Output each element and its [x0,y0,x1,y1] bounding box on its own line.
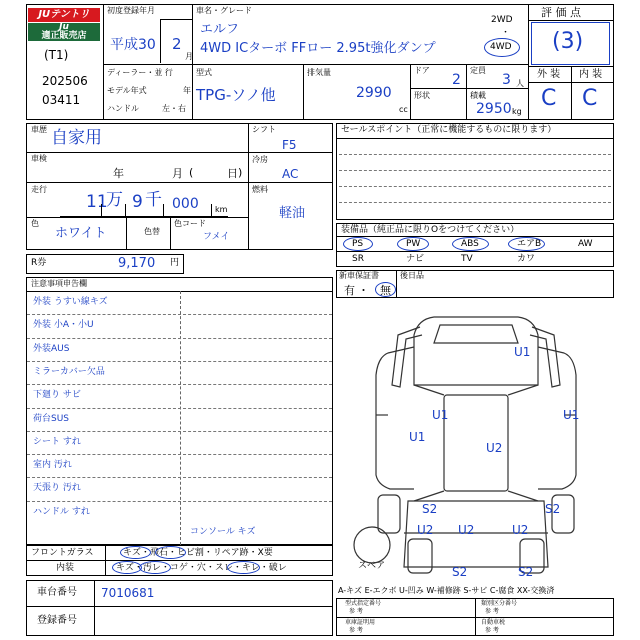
car-grade: 4WD ICターボ FFロー 2.95t強化ダンプ [200,41,436,56]
front-glass-text: キズ・飛石・ヒビ割・リペア跡・X要 [123,548,273,558]
interior-text: キズ・汚レ・コゲ・穴・スレ・キレ・破レ [116,563,287,573]
interior-label: 内装 [56,563,75,573]
reg-month-unit: 月 [185,52,193,61]
type-value: TPG-ソノ他 [196,86,276,104]
capacity-unit: kg [512,107,522,116]
equip-pw-circle [397,237,429,251]
mirror-left [392,327,422,387]
equip-ps-circle [343,237,373,251]
capacity-label: 積載 [470,91,486,100]
seats-value: 3 [502,72,511,88]
auction-code: (T1) [44,48,69,62]
mileage-label: 走行 [31,185,47,194]
class-no-ref: 参 考 [485,608,499,615]
type-label: 型式 [196,68,212,77]
reg-label: 初度登録年月 [107,6,155,15]
color-code-value: フメイ [203,232,230,242]
lot-number-2: 03411 [42,93,81,107]
damage-mark: U1 [563,408,580,422]
fuel-label: 燃料 [252,185,268,194]
fuel-value: 軽油 [279,206,306,221]
handle-label: ハンドル [107,104,139,113]
note-item: 外装 小A・小U [33,320,94,331]
damage-mark: S2 [518,565,534,579]
later-label: 後日品 [400,271,424,280]
equip-item: PS [352,239,364,249]
color-label: 色 [31,219,39,228]
equip-title: 装備品（純正品に限りOをつけてください） [341,225,520,235]
mileage-u1: 万 [106,190,123,210]
mileage-u2: 千 [145,190,162,210]
model-year-label: モデル年式 [107,86,147,95]
spare-tire [354,527,390,563]
inspection-paren-open: ( [189,166,194,179]
tax-label: 自動車税 [481,619,506,626]
note-divider [27,431,332,432]
dealer-label: ディーラー・並 行 [107,68,173,77]
damage-mark: U2 [486,441,503,455]
note-divider [27,361,332,362]
ju-logo: Ju 適正販売店 [28,23,100,41]
equip-item: ABS [461,239,479,249]
class-no-label: 類別区分番号 [481,600,518,607]
wheel-rear-left [408,539,432,573]
model-year-unit: 年 [183,86,191,95]
note-item: 室内 汚れ [33,460,72,471]
notes-extra: コンソール キズ [190,527,256,537]
note-divider [27,384,332,385]
damage-mark: U2 [417,523,434,537]
damage-mark: S2 [422,502,438,516]
usage-label: 車歴 [31,125,47,134]
damage-legend: A-キズ E-エクボ U-凹み W-補修跡 S-サビ C-腐食 XX-交換済 [338,586,555,595]
recycle-value: 9,170 [118,256,156,271]
note-item: ハンドル すれ [33,506,90,517]
warranty-yes: 有 [344,284,355,297]
note-divider [27,338,332,339]
door-value: 2 [452,72,461,88]
warranty-label: 新車保証書 [339,271,379,280]
damage-mark: U1 [514,345,531,359]
drive-4wd-circle [484,38,520,57]
mileage-v2: 9 [132,192,143,212]
score-int-value: C [582,86,598,111]
tax-ref: 参 考 [485,627,499,634]
drive-dot: ・ [501,28,511,38]
inspection-day: 日 [227,167,238,180]
equip-item: PW [406,239,421,249]
damage-mark: U2 [512,523,529,537]
inspection-year: 年 [113,167,124,180]
spare-label: スペア [358,561,386,571]
car-name: エルフ [200,22,240,37]
equip-item: AW [578,239,593,249]
lot-number-1: 202506 [42,74,88,88]
sales-title: セールスポイント（正常に機能するものに限ります） [341,125,557,135]
displacement-value: 2990 [356,85,392,101]
glass-tobiishi-circle [155,546,186,559]
glass-kizu-circle [120,546,151,559]
mileage-unit: km [215,205,228,214]
recycle-unit: 円 [170,258,180,268]
score-ext-label: 外 装 [537,69,561,80]
drive-4wd: 4WD [490,42,512,52]
aircon-value: AC [282,167,299,181]
aircon-label: 冷房 [252,155,268,164]
equip-airbag-circle [508,237,545,251]
model-cert-ref: 参 考 [349,608,363,615]
score-value: (3) [552,29,584,54]
seats-unit: 人 [516,79,524,88]
color-value: ホワイト [55,226,107,241]
front-glass-label: フロントガラス [31,548,94,558]
note-item: 外装 うすい線キズ [33,297,108,307]
note-item: 下廻り サビ [33,390,81,401]
note-item: ミラーカバー欠品 [33,366,105,377]
interior-sure-circle [227,561,260,574]
door-label: ドア [414,66,430,75]
equip-item: エアB [517,239,542,249]
displacement-label: 排気量 [307,68,331,77]
header-frame [26,4,614,120]
paint-label: 色替 [144,227,160,236]
equip-item: ナビ [406,254,425,264]
equip-item: TV [461,254,473,264]
note-divider [27,477,332,478]
proof-label: 車庫証明用 [345,619,376,626]
score-ext-value: C [541,86,557,111]
usage-value: 自家用 [51,128,102,148]
note-divider [27,501,332,502]
model-cert-label: 型式指定番号 [345,600,382,607]
brand-logo: JUテントリ [28,8,100,22]
score-int-label: 内 装 [579,69,603,80]
shift-value: F5 [282,138,297,152]
capacity-value: 2950 [476,101,512,117]
notes-title: 注意事項申告欄 [31,279,87,288]
inspection-paren-close: ) [238,166,243,179]
note-divider [27,408,332,409]
reg-era: 平成30 [110,37,156,53]
mileage-v3: 000 [172,196,199,212]
equip-abs-circle [452,237,489,251]
note-divider [27,454,332,455]
equip-item: カワ [517,254,536,264]
car-diagram [348,305,604,585]
interior-yogore-circle [139,561,171,574]
mirror-right [530,327,560,387]
equip-item: SR [352,254,364,264]
recycle-label: R券 [31,258,47,268]
shape-label: 形状 [414,91,430,100]
interior-kizu-circle [112,561,142,574]
seats-label: 定員 [470,66,486,75]
score-label: 評 価 点 [541,6,581,19]
damage-mark: S2 [545,502,561,516]
damage-mark: U2 [458,523,475,537]
color-code-label: 色コード [174,219,206,228]
damage-mark: U1 [432,408,449,422]
damage-mark: S2 [452,565,468,579]
shift-label: シフト [252,125,276,134]
reg-month: 2 [172,35,182,53]
note-item: 天張り 汚れ [33,483,81,494]
damage-mark: U1 [409,430,426,444]
note-item: 外装AUS [33,343,70,354]
wheel-front-left [378,495,400,533]
handle-value: 左・右 [162,104,186,113]
recycle-frame [26,254,184,274]
warranty-no: 無 [380,284,391,297]
note-item: シート すれ [33,436,81,447]
inspection-month: 月 [172,167,183,180]
drive-2wd: 2WD [491,15,513,25]
inspection-label: 車検 [31,154,47,163]
door-left [376,347,414,489]
note-divider [27,314,332,315]
chassis-label: 車台番号 [37,587,77,598]
car-label: 車名・グレード [196,6,252,15]
note-item: 荷台SUS [33,413,70,424]
mileage-v1: 11 [86,192,108,212]
warranty-sep: ・ [358,284,369,297]
registration-label: 登録番号 [37,615,77,626]
proof-ref: 参 考 [349,627,363,634]
displacement-unit: cc [399,105,408,114]
warranty-no-circle [375,282,396,297]
chassis-value: 7010681 [101,586,155,600]
reg-month-box [160,19,192,63]
